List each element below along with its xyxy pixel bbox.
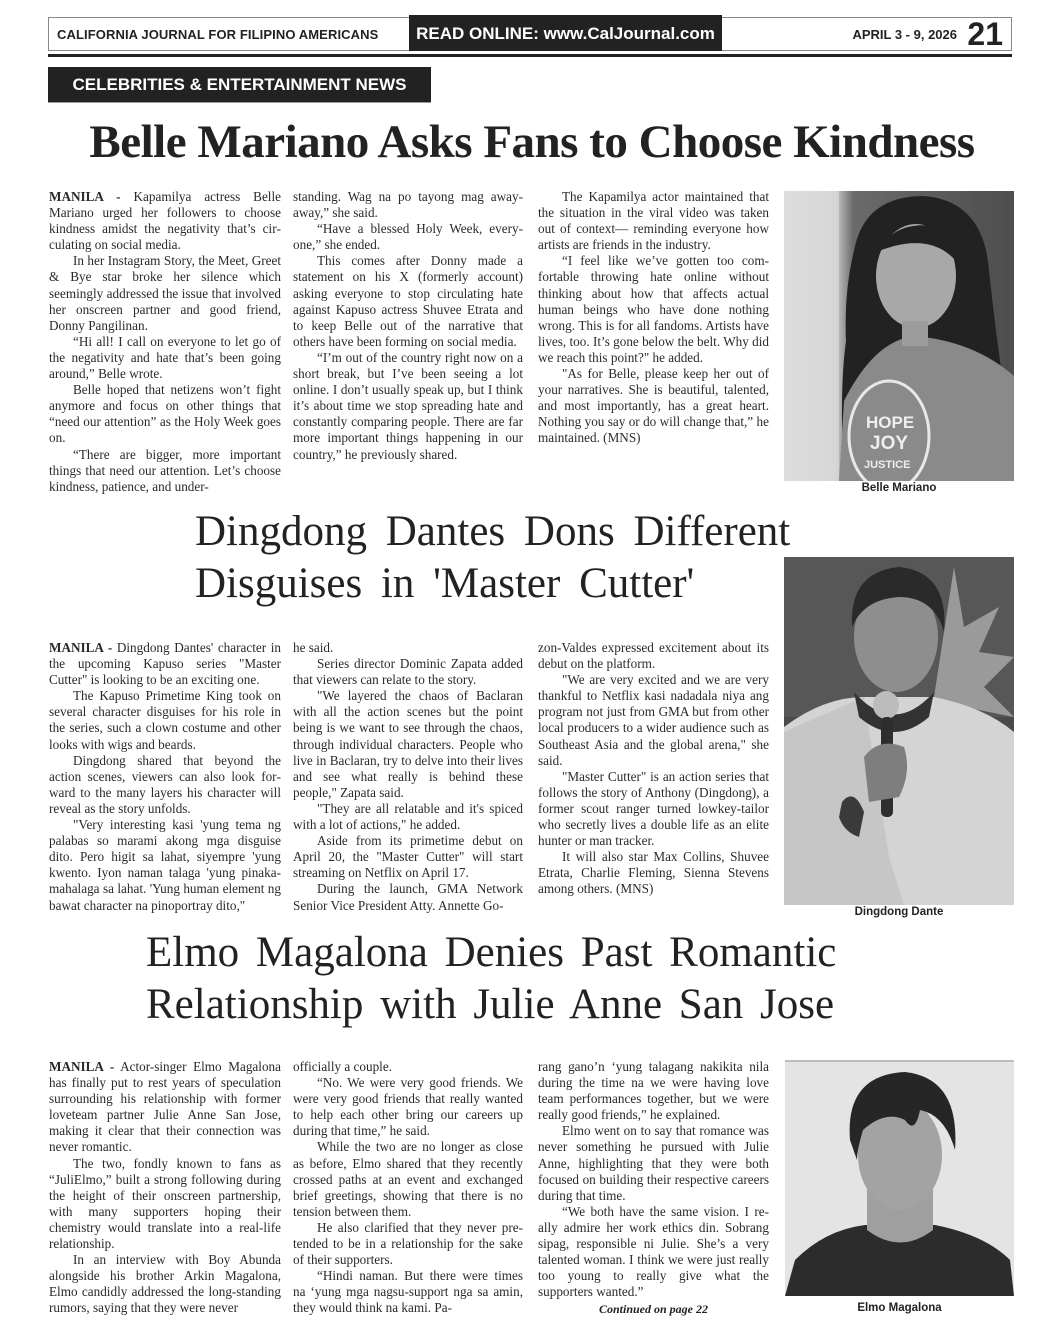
paragraph: The two, fondly known to fans as “JuliElmo,” built a strong following during the height of their onscreen partnership, with many supporters hoping their chemistry would translate into a real-life relationship. [49, 1155, 281, 1252]
article-1-column-2 [293, 189, 523, 463]
paragraph: MANILA - Dingdong Dantes' character in the upcoming Kapuso series "Master Cutter" is looking to be an exciting one. [49, 640, 282, 688]
photo-belle-mariano [784, 191, 1014, 481]
paragraph: "As for Belle, please keep her out of your narratives. She is beautiful, talented, and most importantly, has a great heart. Nothing you say or do will change that,” he maintained. (MNS) [538, 366, 769, 446]
dateline: MANILA - [49, 1059, 115, 1074]
dateline: MANILA - [49, 640, 113, 655]
paragraph: "Master Cutter" is an action series that follows the story of Anthony (Dingdong), a former scout ranger turned lowkey-tailor who secretly lives a double life as an elite hunter or man tracker. [538, 768, 769, 849]
masthead-rule [48, 54, 1012, 57]
paragraph: “I feel like we’ve gotten too comfortable throwing hate online without thinking about how that affects actual human beings who have done nothing wrong. This is for all fandoms. Artists have lives, too. It’s gone below the belt. Why did we reach this point?" he added. [538, 253, 769, 365]
paragraph: The Kapuso Primetime King took on several character disguises for his role in the series, such a clown costume and other looks with wigs and beards. [49, 688, 281, 752]
article-3-column-1 [49, 1059, 281, 1317]
paragraph: During the launch, GMA Network Senior Vice President Atty. Annette Go- [293, 881, 523, 913]
dateline: MANILA - [49, 189, 121, 204]
paragraph: While the two are no longer as close as before, Elmo shared that they recently crossed paths at an event and exchanged brief greetings, showing that there is no tension between them. [293, 1139, 523, 1219]
headline-line: Elmo Magalona Denies Past Romantic [146, 929, 837, 976]
paragraph: Aside from its primetime debut on April 20, the "Master Cutter" will start streaming on Netflix on April 17. [293, 833, 523, 881]
paragraph: rang gano’n ‘yung talagang nakikita nila during the time na we were having love team performances together, but we were really good friends,” he explained. [538, 1059, 769, 1123]
photo-caption-dingdong-dantes: Dingdong Dante [854, 906, 944, 918]
paragraph: MANILA - Kapamilya actress Belle Mariano urged her followers to choose kindness amidst the negativity that’s circulating on social media. [49, 189, 281, 253]
paragraph: “Hi all! I call on everyone to let go of the negativity and hate that’s been going around,” Belle wrote. [49, 333, 281, 382]
paragraph: Elmo went on to say that romance was never something he pursued with Julie Anne, highlighting that they were both focused on building their respective careers during that time. [538, 1123, 769, 1203]
paragraph: “We both have the same vision. I really admire her work ethics din. Sobrang sipag, responsible ni Julie. She’s a very talented woman. I think we were just really too young to really give what the supporters wanted.” [538, 1203, 769, 1300]
photo-elmo-magalona [785, 1060, 1014, 1296]
article-3-column-2 [293, 1059, 523, 1317]
masthead [48, 17, 1012, 51]
read-online-link[interactable]: READ ONLINE: www.CalJournal.com [409, 15, 722, 51]
paragraph: “No. We were very good friends. We were very good friends that really wanted to help each other bring our careers up during that time,” he said. [293, 1075, 523, 1139]
photo-caption-belle-mariano: Belle Mariano [861, 482, 937, 494]
shirt-text-hope: HOPE [866, 413, 915, 432]
paragraph: "Very interesting kasi 'yung tema ng palabas so marami akong mga disguise dito. Pero higit sa lahat, siyempre 'yung kwento. Iyon naman talaga 'yung pinakamahalaga sa lahat. 'Yung human element ng bawat character na pinoportray dito," [49, 817, 281, 913]
article-1-column-3 [538, 189, 769, 447]
headline-line: Dingdong Dantes Dons Different [195, 508, 791, 555]
paragraph: "We layered the chaos of Baclaran with all the action scenes but the point being is we want to see through the chaos, through individual characters. People who live in Baclaran, try to delve into their lives and see what really is behind these people," Zapata said. [293, 688, 523, 800]
article-1-column-1 [49, 189, 281, 495]
portrait-image [784, 191, 1014, 481]
shirt-text-justice: JUSTICE [864, 459, 911, 471]
paragraph: “Have a blessed Holy Week, everyone,” she ended. [293, 221, 523, 253]
paragraph: "We are very excited and we are very thankful to Netflix kasi nadadala niya ang program not just from GMA but from other local producers to a wider audience such as Southeast Asia and the global arena," she said. [538, 672, 769, 768]
headline-line: Disguises in 'Master Cutter' [195, 560, 695, 607]
paragraph: It will also star Max Collins, Shuvee Etrata, Charlie Fleming, Sienna Stevens among others. (MNS) [538, 849, 769, 897]
headline-line: Relationship with Julie Anne San Jose [146, 981, 835, 1028]
paragraph: "They are all relatable and it's spiced with a lot of actions," he added. [293, 800, 523, 833]
headline-belle-mariano: Belle Mariano Asks Fans to Choose Kindness [89, 116, 975, 168]
paragraph: This comes after Donny made a statement on his X (formerly account) asking everyone to stop circulating hate against Kapuso actress Shuvee Etrata and to keep Belle out of the narrative that others have been forming on social media. [293, 253, 523, 349]
paragraph: The Kapamilya actor maintained that the situation in the viral video was taken out of context— reminding everyone how artists are friends in the industry. [538, 189, 769, 253]
paragraph: zon-Valdes expressed excitement about its debut on the platform. [538, 640, 769, 672]
shirt-text-joy: JOY [870, 433, 909, 454]
article-2-column-3 [538, 640, 769, 898]
paragraph: Series director Dominic Zapata added that viewers can relate to the story. [293, 656, 523, 688]
paragraph: MANILA - Actor-singer Elmo Magalona has finally put to rest years of speculation surrounding his relationship with former loveteam partner Julie Anne San Jose, making it clear that their connection was never romantic. [49, 1059, 281, 1155]
article-2-column-1 [49, 640, 281, 914]
paragraph: “Hindi naman. But there were times na ‘yung mga nagsu-support nga sa amin, they would think na kami. Pa- [293, 1268, 523, 1316]
portrait-image [785, 1060, 1014, 1296]
paragraph: In an interview with Boy Abunda alongside his brother Arkin Magalona, Elmo candidly addressed the long-standing rumors, saying that they were never [49, 1252, 281, 1316]
section-tag: CELEBRITIES & ENTERTAINMENT NEWS [48, 67, 431, 102]
paragraph: In her Instagram Story, the Meet, Greet & Bye star broke her silence which seemingly addressed the issue that involved her onscreen partner and good friend, Donny Pangilinan. [49, 253, 281, 333]
paragraph: Dingdong shared that beyond the action scenes, viewers can also look forward to the many layers his character will reveal as the story unfolds. [49, 752, 281, 816]
paragraph: He also clarified that they never pretended to be in a relationship for the sake of their supporters. [293, 1219, 523, 1268]
paragraph: officially a couple. [293, 1059, 392, 1074]
paragraph: “There are bigger, more important things that need our attention. Let’s choose kindness, patience, and under- [49, 446, 281, 494]
photo-caption-elmo-magalona: Elmo Magalona [857, 1302, 942, 1314]
article-2-column-2 [293, 640, 523, 914]
paragraph: standing. Wag na po tayong mag away-away,” she said. [293, 189, 523, 221]
issue-date: APRIL 3 - 9, 2026 [852, 27, 957, 42]
headline-dingdong-dantes [195, 506, 795, 610]
page-number: 21 [967, 16, 1003, 52]
portrait-image [784, 557, 1014, 905]
paragraph: Belle hoped that netizens won’t fight anymore and focus on other things that “need our attention” as the Holy Week goes on. [49, 382, 281, 446]
headline-elmo-magalona [146, 927, 946, 1031]
continued-notice[interactable]: Continued on page 22 [598, 1302, 709, 1316]
article-3-column-3 [538, 1059, 769, 1300]
photo-dingdong-dantes [784, 557, 1014, 905]
paragraph: he said. [293, 640, 334, 655]
publication-name: CALIFORNIA JOURNAL FOR FILIPINO AMERICANS [57, 27, 379, 42]
paragraph: “I’m out of the country right now on a short break, but I’ve been seeing a lot online. I don’t usually speak up, but I think it’s about time we stop spreading hate and constantly comparing people. There are far more important things happening in our country,” he previously shared. [293, 349, 523, 462]
